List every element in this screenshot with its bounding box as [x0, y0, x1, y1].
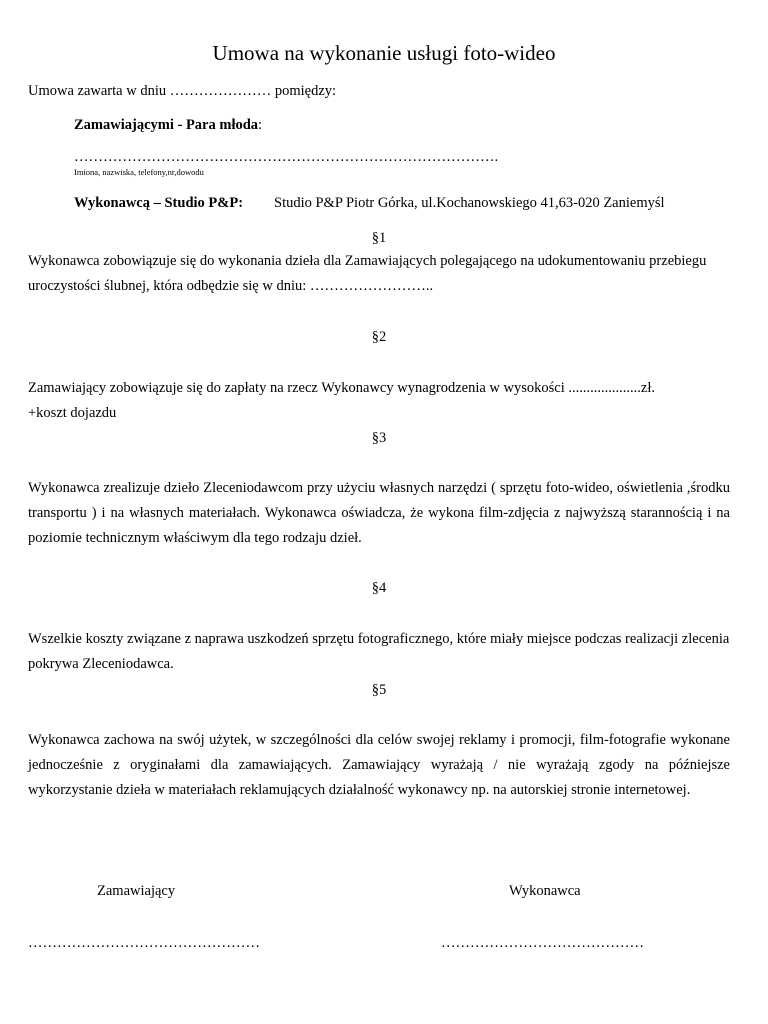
signature-line-contractor: …………………………………… — [441, 935, 644, 951]
signature-label-contractor: Wykonawca — [509, 883, 581, 899]
client-label-line — [74, 115, 262, 135]
contractor-details: Studio P&P Piotr Górka, ul.Kochanowskiego 41,63-020 Zaniemyśl — [274, 195, 665, 211]
section-4-heading: §4 — [371, 580, 387, 596]
section-2-text-extra: +koszt dojazdu — [28, 405, 117, 421]
client-fill-line: ……………………………………………………………………………. — [74, 149, 499, 165]
section-1-heading: §1 — [371, 230, 387, 246]
contractor-label: Wykonawcą – Studio P&P: — [74, 195, 244, 211]
section-3-heading: §3 — [371, 430, 387, 446]
signature-line-client: ………………………………………… — [28, 935, 260, 951]
client-label: Zamawiającymi - Para młoda — [74, 117, 259, 133]
section-2-heading: §2 — [371, 329, 387, 345]
section-3-text: Wykonawca zrealizuje dzieło Zleceniodawcom przy użyciu własnych narzędzi ( sprzętu foto-wideo, oświetlenia ,środku transportu ) i na własnych materiałach. Wykonawca oświadcza, że wykona film-zdjęcia z najwyższą starannością i na poziomie technicznym właściwym dla tego rodzaju dzieł. — [28, 480, 730, 546]
contractor-line — [74, 193, 243, 213]
signature-label-client: Zamawiający — [97, 883, 176, 899]
document-title: Umowa na wykonanie usługi foto-wideo — [212, 41, 556, 65]
intro-line: Umowa zawarta w dniu ………………… pomiędzy: — [28, 83, 337, 99]
section-1-text: Wykonawca zobowiązuje się do wykonania dzieła dla Zamawiających polegającego na udokumentowaniu przebiegu uroczystości ślubnej, która odbędzie się w dniu: …………………….. — [28, 253, 707, 294]
section-4-text: Wszelkie koszty związane z naprawa uszkodzeń sprzętu fotograficznego, które miały miejsce podczas realizacji zlecenia pokrywa Zleceniodawca. — [28, 631, 730, 672]
client-hint: Imiona, nazwiska, telefony,nr,dowodu — [74, 167, 204, 177]
section-5-text: Wykonawca zachowa na swój użytek, w szczególności dla celów swojej reklamy i promocji, film-fotografie wykonane jednocześnie z oryginałami dla zamawiających. Zamawiający wyrażają / nie wyrażają zgody na późniejsze wykorzystanie dzieła w materiałach reklamujących działalność wykonawcy np. na autorskiej stronie internetowej. — [28, 732, 730, 798]
section-5-heading: §5 — [371, 682, 387, 698]
section-2-text: Zamawiający zobowiązuje się do zapłaty na rzecz Wykonawcy wynagrodzenia w wysokości ....................zł. — [28, 380, 655, 396]
client-label-colon: : — [258, 117, 263, 133]
